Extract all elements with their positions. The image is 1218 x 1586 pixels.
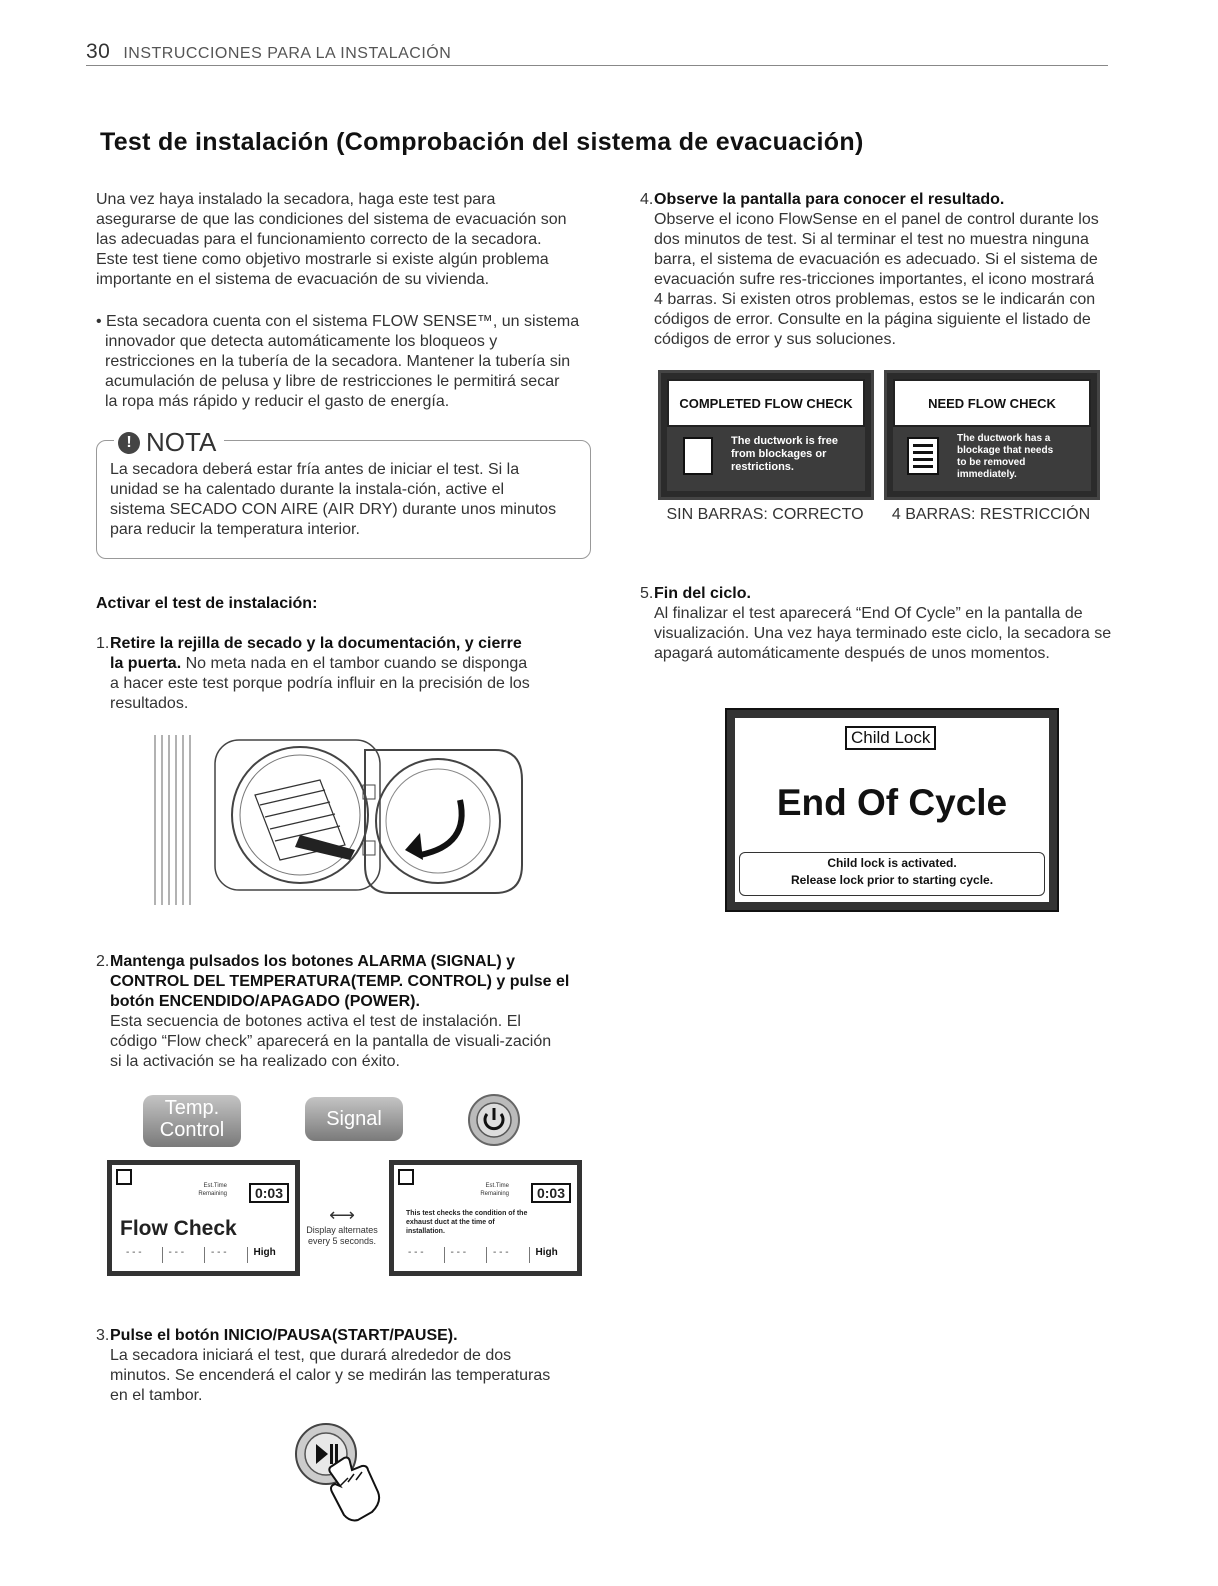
intro-paragraph (96, 190, 596, 290)
flow-check-display (107, 1160, 300, 1276)
note-title (114, 427, 224, 458)
text-line: a hacer este test porque podría influir en la precisión de los (110, 675, 530, 692)
step-1 (96, 634, 596, 714)
activate-heading: Activar el test de instalación: (96, 595, 318, 612)
page-title: Test de instalación (Comprobación del sistema de evacuación) (100, 128, 864, 156)
text-line: código “Flow check” aparecerá en la pantalla de visuali-zación (110, 1033, 552, 1050)
text-line: Release lock prior to starting cycle. (790, 873, 994, 887)
text-line: 4 barras. Si existen otros problemas, estos se le indicarán con (654, 291, 1096, 308)
flowsense-icon-no-bars (683, 437, 713, 475)
text-line: en el tambor. (110, 1387, 203, 1404)
text-line: Child lock is activated. (827, 856, 957, 870)
button-label: Control (159, 1119, 225, 1141)
end-of-cycle-text: End Of Cycle (776, 782, 1008, 823)
step-number: 1. (96, 635, 110, 652)
level-segment: - - - (120, 1247, 163, 1263)
header-rule (86, 65, 1108, 66)
step-4 (640, 190, 1130, 350)
text-line: si la activación se ha realizado con éxito. (110, 1053, 400, 1070)
text-line: acumulación de pelusa y libre de restricciones le permitirá secar (105, 373, 560, 390)
completed-flow-check-panel (658, 370, 874, 500)
panel-message: The ductwork is free from blockages or restrictions. (731, 435, 838, 473)
warning-icon: ! (118, 432, 140, 454)
level-row (402, 1247, 571, 1263)
step-title: la puerta. (110, 655, 182, 672)
caption-four-bars: 4 BARRAS: RESTRICCIÓN (891, 506, 1091, 523)
panel-header: COMPLETED FLOW CHECK (667, 379, 865, 427)
time-remaining: 0:03 (249, 1183, 289, 1203)
text-line: restricciones en la tubería de la secadora. Mantener la tubería sin (105, 353, 571, 370)
step-title: Retire la rejilla de secado y la documentación, y cierre (110, 635, 522, 652)
page-number: 30 (86, 40, 111, 63)
step-title: CONTROL DEL TEMPERATURA(TEMP. CONTROL) y pulse el (110, 973, 570, 990)
need-flow-check-panel (884, 370, 1100, 500)
text-line: sistema SECADO CON AIRE (AIR DRY) durante unos minutos (110, 501, 557, 518)
step-title: botón ENCENDIDO/APAGADO (POWER). (110, 993, 420, 1010)
panel-header: NEED FLOW CHECK (893, 379, 1091, 427)
text-line: resultados. (110, 695, 189, 712)
text-line: minutos. Se encenderá el calor y se medirán las temperaturas (110, 1367, 551, 1384)
text-line: apagará automáticamente después de unos momentos. (654, 645, 1050, 662)
text-line: Display alternates (306, 1225, 378, 1235)
step-number: 5. (640, 585, 654, 602)
test-info-display (389, 1160, 582, 1276)
step-2 (96, 952, 616, 1072)
display-message: This test checks the condition of the exhaust duct at the time of installation. (406, 1210, 528, 1235)
text-line: innovador que detecta automáticamente los bloqueos y (105, 333, 498, 350)
dryer-door-illustration (150, 725, 530, 910)
alternates-note (298, 1205, 386, 1247)
text-line: No meta nada en el tambor cuando se disponga (181, 655, 528, 672)
child-lock-label: Child Lock (845, 726, 936, 750)
power-button[interactable] (466, 1092, 522, 1148)
page-header (86, 40, 451, 64)
temp-control-button[interactable] (143, 1095, 241, 1147)
text-line: importante en el sistema de evacuación de su vivienda. (96, 271, 490, 288)
caption-no-bars: SIN BARRAS: CORRECTO (666, 506, 864, 523)
section-title: INSTRUCCIONES PARA LA INSTALACIÓN (123, 45, 452, 62)
display-message: Flow Check (120, 1217, 237, 1240)
button-label: Temp. (164, 1097, 220, 1119)
step-title: Mantenga pulsados los botones ALARMA (SIGNAL) y (110, 953, 516, 970)
panel-message: The ductwork has a blockage that needs to be removed immediately. (957, 433, 1054, 480)
text-line: La secadora iniciará el test, que durará alrededor de dos (110, 1347, 512, 1364)
note-label: NOTA (146, 427, 217, 457)
text-line: unidad se ha calentado durante la instala-ción, active el (110, 481, 505, 498)
level-segment: - - - (445, 1247, 488, 1263)
text-line: la ropa más rápido y reducir el gasto de energía. (105, 393, 450, 410)
end-of-cycle-display (725, 708, 1059, 912)
text-line: las adecuadas para el funcionamiento correcto de la secadora. (96, 231, 542, 248)
text-line: barra, el sistema de evacuación es adecuado. Si el sistema de (654, 251, 1098, 268)
text-line: visualización. Una vez haya terminado este ciclo, la secadora se (654, 625, 1112, 642)
note-text (110, 460, 580, 540)
text-line: Observe el icono FlowSense en el panel de control durante los (654, 211, 1099, 228)
text-line: Este test tiene como objetivo mostrarle si existe algún problema (96, 251, 549, 268)
step-number: 4. (640, 191, 654, 208)
flowsense-bullet (96, 312, 596, 412)
text-line: La secadora deberá estar fría antes de iniciar el test. Si la (110, 461, 520, 478)
flowsense-icon (398, 1169, 414, 1185)
level-row (120, 1247, 289, 1263)
step-number: 2. (96, 953, 110, 970)
double-arrow-icon: ⟷ (329, 1205, 355, 1225)
signal-button[interactable] (305, 1097, 403, 1141)
text-line: asegurarse de que las condiciones del sistema de evacuación son (96, 211, 567, 228)
level-label: High (535, 1247, 558, 1258)
level-segment: - - - (163, 1247, 206, 1263)
level-segment: - - - (402, 1247, 445, 1263)
level-label: High (253, 1247, 276, 1258)
text-line: evacuación sufre res-tricciones importantes, el icono mostrará (654, 271, 1095, 288)
text-line: códigos de error y sus soluciones. (654, 331, 896, 348)
level-segment: - - - (487, 1247, 530, 1263)
level-segment: - - - (205, 1247, 248, 1263)
flowsense-icon (116, 1169, 132, 1185)
step-number: 3. (96, 1327, 110, 1344)
time-label: Est.Time Remaining (480, 1183, 509, 1197)
flowsense-icon-four-bars (907, 437, 939, 475)
text-line: códigos de error. Consulte en la página siguiente el listado de (654, 311, 1091, 328)
start-pause-button[interactable] (292, 1420, 392, 1525)
child-lock-notice (739, 852, 1045, 896)
text-line: para reducir la temperatura interior. (110, 521, 360, 538)
button-label: Signal (326, 1108, 382, 1130)
time-remaining: 0:03 (531, 1183, 571, 1203)
step-5 (640, 584, 1130, 664)
text-line: • Esta secadora cuenta con el sistema FLOW SENSE™, un sistema (96, 313, 580, 330)
time-label: Est.Time Remaining (198, 1183, 227, 1197)
step-title: Observe la pantalla para conocer el resultado. (654, 191, 1005, 208)
step-3 (96, 1326, 596, 1406)
text-line: dos minutos de test. Si al terminar el test no muestra ninguna (654, 231, 1089, 248)
text-line: Una vez haya instalado la secadora, haga este test para (96, 191, 496, 208)
step-title: Fin del ciclo. (654, 585, 751, 602)
text-line: every 5 seconds. (307, 1236, 377, 1246)
text-line: Esta secuencia de botones activa el test de instalación. El (110, 1013, 521, 1030)
step-title: Pulse el botón INICIO/PAUSA(START/PAUSE). (110, 1327, 458, 1344)
text-line: Al finalizar el test aparecerá “End Of Cycle” en la pantalla de (654, 605, 1083, 622)
